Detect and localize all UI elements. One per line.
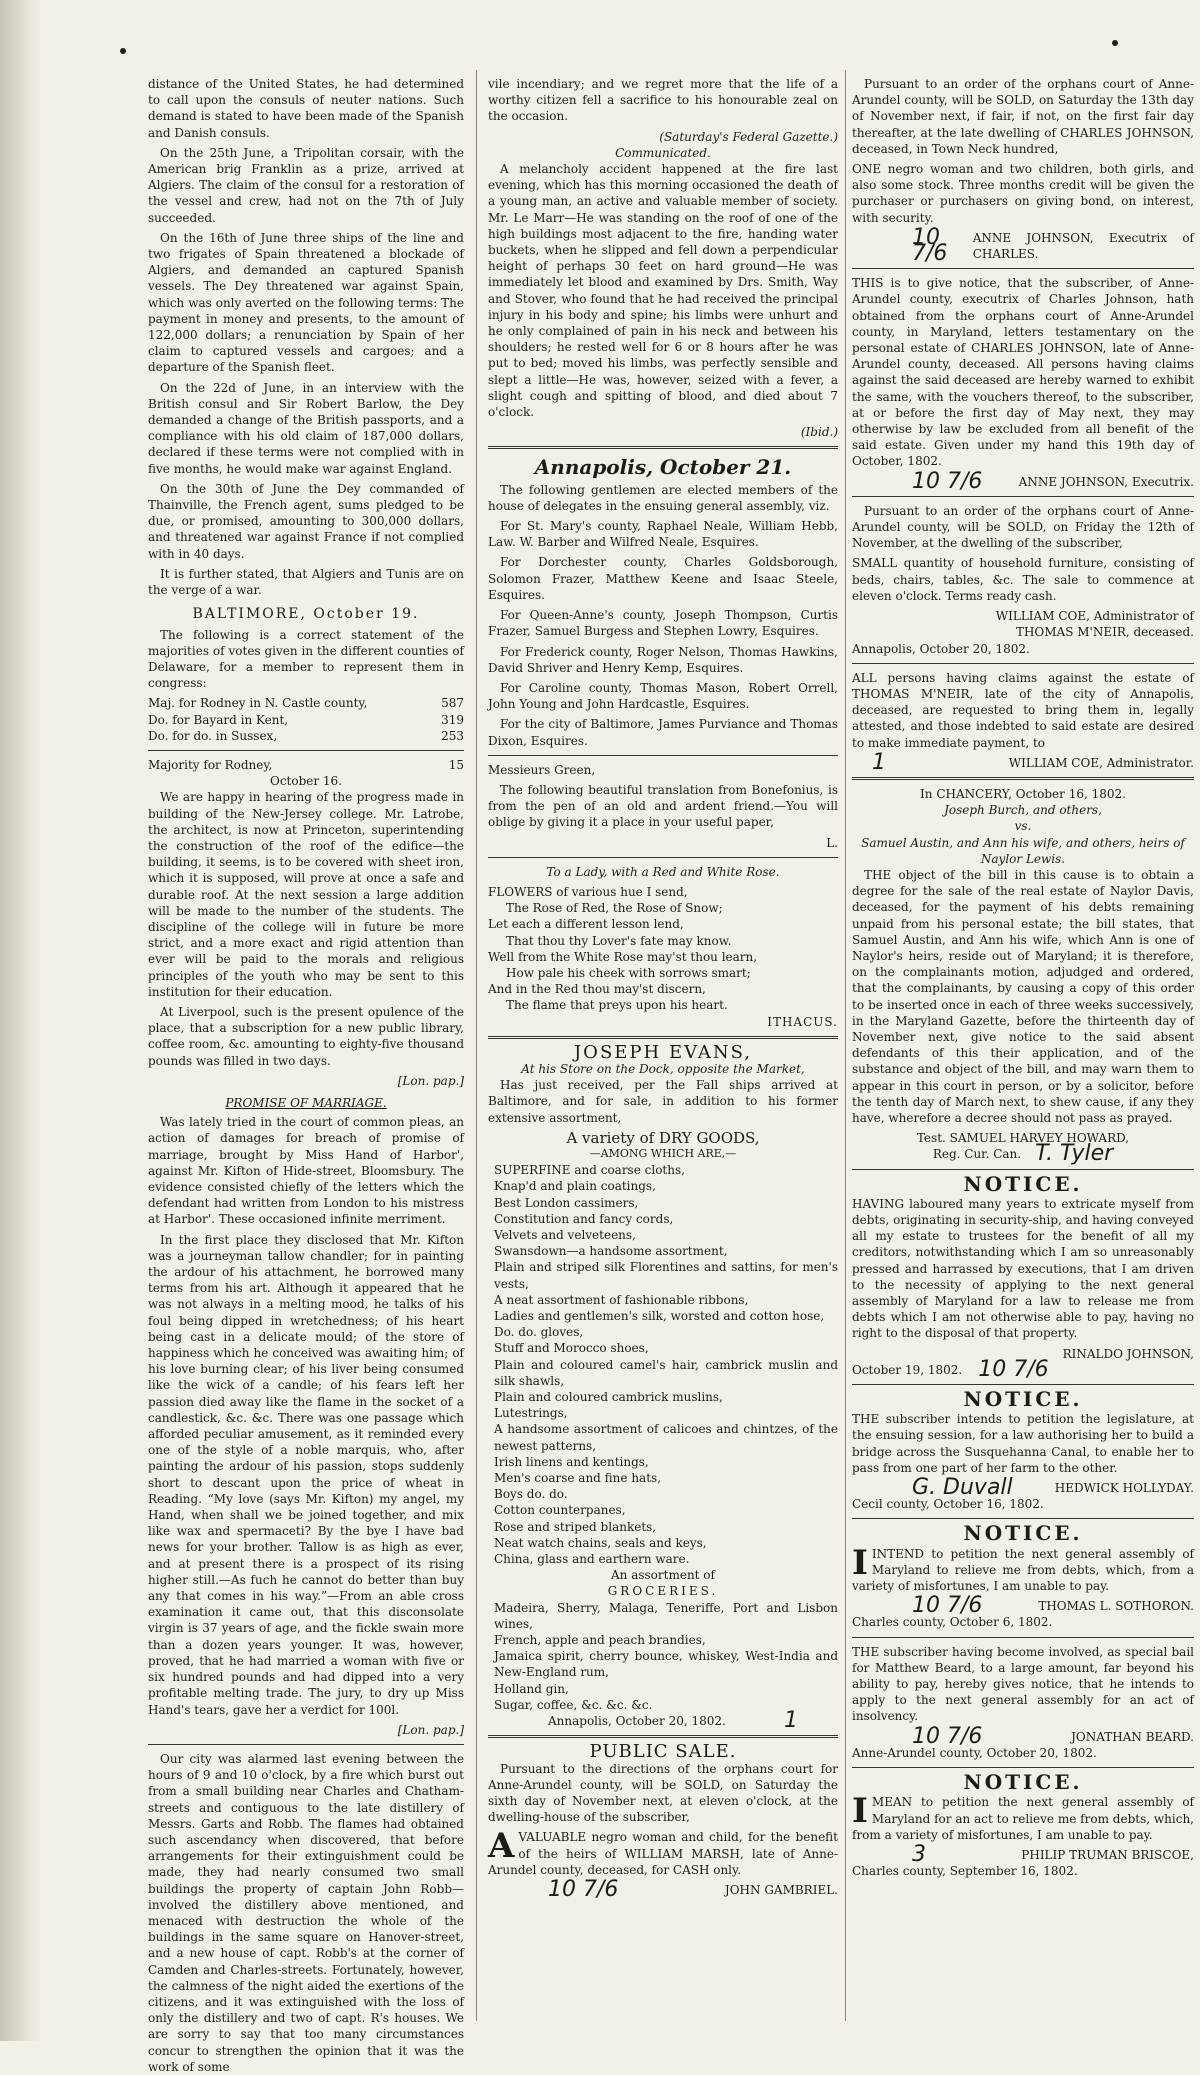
signature: ITHACUS. [767, 1014, 838, 1029]
signature-row [852, 468, 1194, 494]
divider [488, 1036, 838, 1039]
sale-heading: PUBLIC SALE. [589, 1741, 737, 1763]
paragraph: Pursuant to an order of the orphans court of Anne-Arundel county, will be SOLD, on Saturday the 13th day of November next, if fair, if not, on the first fair day thereafter, at the late dwelling of CHARLES JOHNSON, deceased, in Town Neck hundred, [852, 77, 1194, 156]
handwritten-mark: 1 [784, 1708, 798, 1734]
advertiser-name: JOSEPH EVANS, [573, 1041, 753, 1063]
paragraph: For Dorchester county, Charles Goldsborough, Solomon Frazer, Matthew Keene and Isaac Steele, Esquires. [488, 555, 838, 602]
signature-row [852, 1475, 1194, 1501]
paragraph: On the 22d of June, in an interview with the British consul and Sir Robert Barlow, the Dey demanded a change of the British passports, and a compliance with his old claim of 187,000 dollars, declared if these terms were not complied with in five months, he would make war against England. [148, 380, 464, 476]
register-label: Reg. Cur. Can. [932, 1147, 1022, 1162]
list-item: Swansdown—a handsome assortment, [494, 1244, 728, 1259]
paragraph-text: MEAN to petition the next general assembly of Maryland for an act to relieve me from debts, which, from a variety of misfortunes, I am unable to pay. [852, 1795, 1194, 1842]
divider [148, 750, 464, 751]
vote-label: Do. for do. in Sussex, [148, 728, 278, 743]
paragraph: THE subscriber intends to petition the legislature, at the ensuing session, for a law authorising her to build a bridge across the Susquehanna Canal, to enable her to pass from one part of her farm to the other. [852, 1412, 1194, 1475]
paragraph: It is further stated, that Algiers and Tunis are on the verge of a war. [148, 566, 464, 598]
list-item: Stuff and Morocco shoes, [494, 1341, 649, 1356]
source-credit: [Lon. pap.] [397, 1722, 464, 1737]
divider [488, 446, 838, 449]
paragraph: THE subscriber having become involved, as special bail for Matthew Beard, to a large amount, far beyond his ability to pay, hereby gives notice, that he intends to apply to the next general assembly for an act of insolvency. [852, 1644, 1194, 1724]
majority-value: 15 [448, 757, 464, 772]
divider [852, 1169, 1194, 1170]
paragraph: A melancholy accident happened at the fire last evening, which has this morning occasioned the death of a young man, an active and valuable member of society. Mr. Le Marr—He was standing on the roof of one of the high buildings most adjacent to the fire, handing water buckets, when he slipped and fell down a perpendicular height of perhaps 30 feet on hard ground—He was immediately let blood and examined by Drs. Smith, Way and Stover, who found that he had received the principal injury in his body and spine; his limbs were unhurt and he only complained of pain in his neck and between his shoulders; he rested well for 6 or 8 hours after he was put to bed; moved his limbs, was perfectly sensible and slept a little—He was, however, seized with a fever, a slight cough and spitting of blood, and died about 7 o'clock. [488, 162, 838, 420]
column-3 [852, 76, 1194, 2026]
signature: ANNE JOHNSON, Executrix of CHARLES. [972, 230, 1194, 262]
vote-value: 253 [441, 728, 464, 743]
drop-cap: A [488, 1826, 515, 1867]
section-heading: Communicated. [615, 145, 711, 160]
paragraph: Pursuant to an order of the orphans court of Anne-Arundel county, will be SOLD, on Friday the 12th of November, at the dwelling of the subscriber, [852, 503, 1194, 551]
signature: THOMAS L. SOTHORON. [1038, 1599, 1194, 1614]
advertiser-location: At his Store on the Dock, opposite the Market, [521, 1061, 805, 1076]
handwritten-annotation: 10 7/6 [912, 224, 948, 267]
list-item: Ladies and gentlemen's silk, worsted and cotton hose, [494, 1309, 825, 1324]
poem-title: To a Lady, with a Red and White Rose. [546, 864, 780, 879]
signature: JONATHAN BEARD. [1071, 1729, 1194, 1744]
poem-line: Well from the White Rose may'st thou learn, [488, 949, 758, 964]
list-item: Best London cassimers, [494, 1195, 639, 1210]
list-item: Jamaica spirit, cherry bounce, whiskey, West-India and New-England rum, [494, 1649, 838, 1680]
paragraph [852, 1542, 1194, 1595]
divider [852, 1384, 1194, 1385]
list-item: Sugar, coffee, &c. &c. &c. [494, 1697, 653, 1712]
chancery-parties: Joseph Burch, and others, [944, 803, 1102, 818]
column-rule [845, 70, 846, 2021]
list-item: SUPERFINE and coarse cloths, [494, 1163, 685, 1178]
list-item: Plain and coloured camel's hair, cambrick muslin and silk shawls, [494, 1357, 838, 1388]
paragraph: Has just received, per the Fall ships arrived at Baltimore, and for sale, in addition to his former extensive assortment, [488, 1078, 838, 1125]
handwritten-signature: G. Duvall [912, 1475, 1013, 1501]
paragraph: SMALL quantity of household furniture, consisting of beds, chairs, tables, &c. The sale to commence at eleven o'clock. Terms ready cash. [852, 556, 1194, 603]
paragraph: On the 16th of June three ships of the line and two frigates of Spain threatened a blockade of Algiers, and demanded an captured Spanish vessels. The Dey threatened war against Spain, which was only averted on the following terms: The payment in money and presents, to the amount of 122,000 dollars; a renunciation by Spain of her claim to captured vessels and cargoes; and a departure of the Spanish fleet. [148, 230, 464, 375]
dateline-row [852, 1356, 1194, 1382]
list-item: Neat watch chains, seals and keys, [494, 1535, 707, 1550]
signature: ANNE JOHNSON, Executrix. [1018, 474, 1194, 489]
paragraph: The following is a correct statement of the majorities of votes given in the different counties of Delaware, for a member to represent them in congress: [148, 627, 464, 691]
paragraph: In the first place they disclosed that Mr. Kifton was a journeyman tallow chandler; for in painting the ardour of his attachment, he borrowed many terms from his art. Although it appeared that he was not always in a melting mood, he talks of his foul being dipped in wretchedness; of his heart being cast in a delicate mould; of the store of happiness which he conceived was awaiting him; of his love burning clear; of his liver being consumed like the wick of a candle; of his fears left her passion died away like the flame in the socket of a candlestick, &c. &c. There was one passage which afforded peculiar amusement, as it reminded every one of the style of a noble marquis, who, after painting the ardour of his passion, stops suddenly short to descant upon the price of wheat in Reading. “My love (says Mr. Kifton) my angel, my Hand, when shall we be joined together, and mix like wax and spermaceti? By the bye I have bad news for your brother. Tallow is as high as ever, and at present there is a prospect of its rising higher still.—As fuch he cannot do better than buy any that comes in his way.”—From an able cross examination it came out, that this disconsolate virgin is 37 years of age, and the fickle swain more than a dozen years younger. It was, however, proved, that he had married a woman with five or six hundred pounds and had dipped into a very profitable melting trade. The jury, to dry up Miss Hand's tears, gave her a verdict for 100l. [148, 1232, 464, 1717]
paragraph-text: INTEND to petition the next general assembly of Maryland to relieve me from debts, which, from a variety of misfortunes, I am unable to pay. [852, 1546, 1194, 1594]
paragraph-text: VALUABLE negro woman and child, for the benefit of the heirs of WILLIAM MARSH, late of Anne-Arundel county, deceased, for CASH only. [488, 1830, 838, 1877]
list-item: Constitution and fancy cords, [494, 1211, 674, 1226]
list-item: French, apple and peach brandies, [494, 1633, 706, 1648]
paragraph: ONE negro woman and two children, both girls, and also some stock. Three months credit will be given the purchaser or purchasers on giving bond, on interest, with security. [852, 162, 1194, 225]
divider [488, 1735, 838, 1738]
signature-row [488, 1876, 838, 1902]
paragraph: vile incendiary; and we regret more that the life of a worthy citizen fell a sacrifice to his honourable zeal on the occasion. [488, 77, 838, 124]
poem-line: FLOWERS of various hue I send, [488, 884, 688, 899]
divider [852, 1637, 1194, 1638]
list-item: Plain and striped silk Florentines and sattins, for men's vests, [494, 1260, 838, 1291]
ink-speck [1112, 40, 1118, 46]
divider [852, 1767, 1194, 1768]
chancery-vs: vs. [1014, 819, 1032, 834]
section-heading: PROMISE OF MARRIAGE. [225, 1095, 387, 1110]
paragraph: On the 25th June, a Tripolitan corsair, with the American brig Franklin as a prize, arrived at Algiers. The claim of the consul for a restoration of the vessel and crew, had not on the 7th of July succeeded. [148, 145, 464, 225]
handwritten-annotation: 10 7/6 [548, 1876, 619, 1902]
list-item: A neat assortment of fashionable ribbons, [494, 1292, 749, 1307]
paragraph: On the 30th of June the Dey commanded of Thainville, the French agent, sums pledged to be due, or promised, amounting to 300,000 dollars, and threatened war against France if not complied with in 40 days. [148, 481, 464, 561]
dateline: October 19, 1802. [852, 1362, 963, 1377]
handwritten-mark: 1 [872, 749, 886, 775]
groceries-list [488, 1600, 838, 1713]
register-row [852, 1141, 1194, 1167]
poem-line: How pale his cheek with sorrows smart; [506, 965, 751, 980]
paragraph [488, 1826, 838, 1878]
list-item: China, glass and earthern ware. [494, 1552, 690, 1567]
divider [488, 857, 838, 858]
divider [852, 663, 1194, 664]
poem-line: The Rose of Red, the Rose of Snow; [506, 901, 723, 916]
divider [148, 1744, 464, 1745]
signature: JOHN GAMBRIEL. [724, 1882, 838, 1897]
signature-row [852, 224, 1194, 267]
list-item: Do. do. gloves, [494, 1325, 584, 1340]
dateline: Charles county, October 6, 1802. [852, 1615, 1053, 1630]
divider [852, 1518, 1194, 1519]
signature-row [852, 749, 1194, 775]
divider [852, 777, 1194, 780]
poem-line: Let each a different lesson lend, [488, 917, 684, 932]
source-credit: (Saturday's Federal Gazette.) [659, 129, 838, 144]
poem-line: And in the Red thou may'st discern, [488, 982, 706, 997]
list-item: Knap'd and plain coatings, [494, 1179, 656, 1194]
drop-cap: I [852, 1542, 868, 1583]
notice-heading: NOTICE. [963, 1171, 1083, 1196]
column-1 [148, 76, 464, 2074]
list-item: Plain and coloured cambrick muslins, [494, 1390, 723, 1405]
signature: WILLIAM COE, Administrator of [995, 609, 1194, 624]
dateline: Charles county, September 16, 1802. [852, 1864, 1078, 1879]
vote-row [148, 695, 464, 711]
dateline: Annapolis, October 20, 1802. [548, 1714, 726, 1729]
vote-row [148, 728, 464, 744]
majority-row [148, 757, 464, 773]
signature-row [852, 1723, 1194, 1749]
paragraph: THE object of the bill in this cause is to obtain a degree for the sale of the real estate of Naylor Davis, deceased, for the payment of his debts remaining unpaid from his personal estate; the bill states, that Samuel Austin, and Ann his wife, which Ann is one of Naylor's heirs, reside out of Maryland; it is therefore, on the complainants motion, adjudged and ordered, that the complainants, by causing a copy of this order to be inserted once in each of three weeks successively, in the Maryland Gazette, before the thirteenth day of November next, give notice to the said absent defendants of this their application, and of the substance and object of the bill, and may warn them to appear in this court in person, or by a solicitor, before the tenth day of March next, to shew cause, if any they have, wherefore a decree should not pass as prayed. [852, 867, 1194, 1125]
list-item: Cotton counterpanes, [494, 1503, 626, 1518]
vote-value: 587 [441, 696, 464, 711]
paragraph: For St. Mary's county, Raphael Neale, William Hebb, Law. W. Barber and Wilfred Neale, Esquires. [488, 519, 838, 550]
dateline: October 16. [269, 774, 343, 789]
majority-label: Majority for Rodney, [148, 757, 273, 772]
chancery-test: Test. SAMUEL HARVEY HOWARD, [916, 1131, 1130, 1146]
dateline: Annapolis, October 20, 1802. [852, 641, 1030, 656]
paragraph: Messieurs Green, [488, 762, 596, 777]
paragraph: For Caroline county, Thomas Mason, Robert Orrell, John Young and John Hardcastle, Esquires. [488, 680, 838, 712]
paragraph: For Queen-Anne's county, Joseph Thompson, Curtis Frazer, Samuel Burgess and Stephen Lowry, Esquires. [488, 608, 838, 639]
signature-row [852, 1841, 1194, 1867]
paragraph: For Frederick county, Roger Nelson, Thomas Hawkins, David Shriver and Henry Kemp, Esquires. [488, 644, 838, 675]
handwritten-annotation: 10 7/6 [912, 1723, 983, 1749]
signature: HEDWICK HOLLYDAY. [1054, 1481, 1194, 1496]
divider [852, 496, 1194, 497]
dateline-row [488, 1708, 838, 1734]
handwritten-signature: T. Tyler [1035, 1141, 1114, 1167]
dateline-baltimore: BALTIMORE, October 19. [192, 606, 420, 623]
vote-label: Do. for Bayard in Kent, [148, 712, 289, 727]
paragraph: The following gentlemen are elected members of the house of delegates in the ensuing general assembly, viz. [488, 482, 838, 513]
vote-value: 319 [441, 712, 464, 727]
paragraph: Our city was alarmed last evening between the hours of 9 and 10 o'clock, by a fire which burst out from a small building near Charles and Chatham-streets and contiguous to the late distillery of Messrs. Garts and Robb. The flames had obtained such ascendancy when discovered, that before arrangements for their extinguishment could be made, they had nearly consumed two small buildings the property of captain John Robb—involved the distillery above mentioned, and menaced with destruction the whole of the buildings in the same square on Hanover-street, and a new house of capt. Robb's at the corner of Camden and Charles-streets. Fortunately, however, the calmness of the night aided the exertions of the citizens, and it was extinguished with the loss of only the distillery and two of capt. R's houses. We are sorry to say that too many circumstances concur to strengthen the opinion that it was the work of some [148, 1751, 464, 2074]
column-2 [488, 76, 838, 2026]
paragraph: For the city of Baltimore, James Purviance and Thomas Dixon, Esquires. [488, 717, 838, 748]
vote-label: Maj. for Rodney in N. Castle county, [148, 696, 368, 711]
drop-cap: I [852, 1791, 868, 1832]
handwritten-annotation: 10 7/6 [912, 468, 983, 494]
poem-line: The flame that preys upon his heart. [506, 998, 728, 1013]
poem [488, 884, 838, 1014]
column-rule [476, 70, 477, 2021]
dateline-annapolis: Annapolis, October 21. [534, 455, 792, 480]
poem-line: That thou thy Lover's fate may know. [506, 933, 732, 948]
paragraph: We are happy in hearing of the progress made in building of the New-Jersey college. Mr. Latrobe, the architect, is now at Princeton, superintending the construction of the roof of the edifice—the building, it seems, is to be covered with sheet iron, which it is supposed, will prove at once a safe and durable roof. At the next session a large addition will be made to the number of the students. The discipline of the college will in future be more strict, and a more exact and rigid attention than ever will be paid to the morals and religious principles of the youth who may be sent to this institution for their education. [148, 790, 464, 999]
list-item: Boys do. do. [494, 1487, 568, 1502]
handwritten-mark: 3 [912, 1841, 926, 1867]
notice-heading: NOTICE. [963, 1770, 1083, 1795]
signature: PHILIP TRUMAN BRISCOE, [1021, 1847, 1194, 1862]
list-item: Holland gin, [494, 1681, 569, 1696]
chancery-parties: Samuel Austin, and Ann his wife, and others, heirs of Naylor Lewis. [861, 835, 1185, 866]
paragraph: Pursuant to the directions of the orphans court for Anne-Arundel county, will be SOLD, on Saturday the sixth day of November next, at eleven o'clock, at the dwelling-house of the subscriber, [488, 1761, 838, 1825]
signature-row [852, 1593, 1194, 1619]
vote-table [148, 695, 464, 773]
handwritten-annotation: 10 7/6 [912, 1593, 983, 1619]
paragraph: ALL persons having claims against the estate of THOMAS M'NEIR, late of the city of Annapolis, deceased, are requested to bring them in, legally attested, and those indebted to said estate are desired to make immediate payment, to [852, 670, 1194, 750]
signature: THOMAS M'NEIR, deceased. [1015, 625, 1194, 640]
source-credit: (Ibid.) [800, 425, 838, 440]
goods-heading: A variety of DRY GOODS, [566, 1128, 760, 1147]
paragraph: At Liverpool, such is the present opulence of the place, that a subscription for a new public library, coffee room, &c. amounting to eighty-five thousand pounds was filled in two days. [148, 1004, 464, 1068]
chancery-heading: In CHANCERY, October 16, 1802. [920, 786, 1126, 801]
groceries-intro: An assortment of [611, 1568, 715, 1583]
paragraph: THIS is to give notice, that the subscriber, of Anne-Arundel county, executrix of Charles Johnson, hath obtained from the orphans court of Anne-Arundel county, in Maryland, letters testamentary on the personal estate of CHARLES JOHNSON, late of Anne-Arundel county, deceased. All persons having claims against the said deceased are hereby warned to exhibit the same, with the vouchers thereof, to the subscriber, at or before the first day of May next, they may otherwise by law be excluded from all benefit of the said estate. Given under my hand this 19th day of October, 1802. [852, 276, 1194, 469]
signature: RINALDO JOHNSON, [1062, 1346, 1194, 1361]
goods-list [488, 1162, 838, 1567]
divider [488, 755, 838, 756]
handwritten-annotation: 10 7/6 [978, 1356, 1049, 1382]
notice-heading: NOTICE. [963, 1521, 1083, 1546]
vote-row [148, 712, 464, 728]
list-item: Madeira, Sherry, Malaga, Teneriffe, Port and Lisbon wines, [494, 1600, 838, 1631]
paragraph: distance of the United States, he had determined to call upon the consuls of neuter nations. Such demand is stated to have been made of the Spanish and Danish consuls. [148, 77, 464, 140]
dateline: Cecil county, October 16, 1802. [852, 1497, 1044, 1512]
groceries-heading: GROCERIES. [607, 1584, 719, 1599]
list-item: Men's coarse and fine hats, [494, 1471, 662, 1486]
source-credit: [Lon. pap.] [397, 1073, 464, 1088]
page-binding-shadow [0, 0, 42, 2041]
divider [852, 268, 1194, 269]
paragraph: Was lately tried in the court of common pleas, an action of damages for breach of promise of marriage, brought by Miss Hand of Harbor', against Mr. Kifton of Hide-street, Bloomsbury. The evidence consisted chiefly of the letters which the defendant had written from London to his mistress at Harbor'. These occasioned infinite merriment. [148, 1115, 464, 1227]
list-item: Lutestrings, [494, 1406, 568, 1421]
ink-speck [120, 48, 126, 54]
list-item: Irish linens and kentings, [494, 1454, 649, 1469]
list-item: Velvets and velveteens, [494, 1228, 636, 1242]
signature: L. [826, 835, 838, 850]
list-item: A handsome assortment of calicoes and chintzes, of the newest patterns, [494, 1422, 838, 1453]
notice-heading: NOTICE. [963, 1387, 1083, 1412]
dateline: Anne-Arundel county, October 20, 1802. [852, 1745, 1097, 1760]
paragraph: HAVING laboured many years to extricate myself from debts, originating in security-ship, and having conveyed all my estate to trustees for the benefit of all my creditors, notwithstanding which I am so unreasonably pressed and harrassed by executions, that I am driven to the necessity of applying to the next general assembly of Maryland for a law to release me from debts which I am not otherwise able to pay, having no right to the disposal of that property. [852, 1196, 1194, 1341]
paragraph [852, 1791, 1194, 1843]
paragraph: The following beautiful translation from Bonefonius, is from the pen of an old and ardent friend.—You will oblige by giving it a place in your useful paper, [488, 782, 838, 830]
signature: WILLIAM COE, Administrator. [1008, 755, 1194, 770]
list-item: Rose and striped blankets, [494, 1519, 657, 1534]
goods-subheading: —AMONG WHICH ARE,— [589, 1146, 737, 1160]
